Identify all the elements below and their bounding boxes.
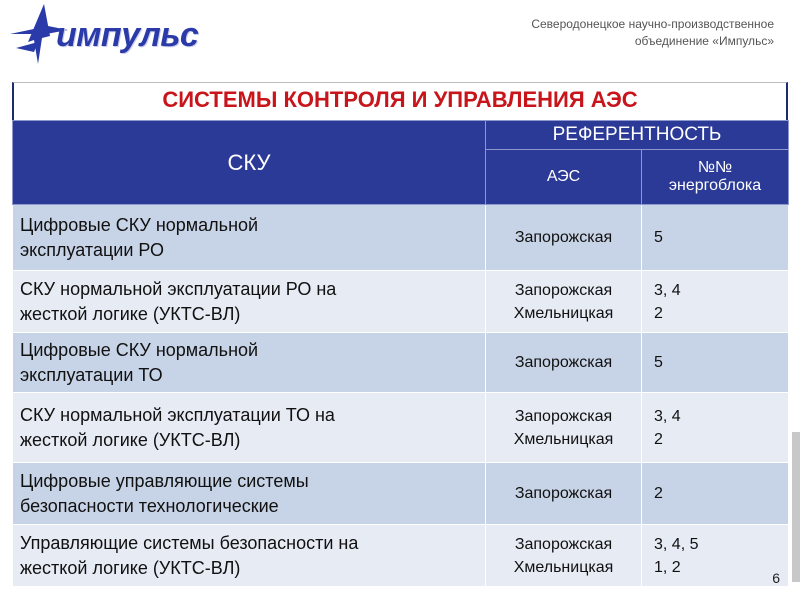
- system-name-cell: [13, 333, 486, 393]
- org-line-2: объединение «Импульс»: [634, 34, 774, 48]
- npp-cell: [486, 205, 642, 271]
- unit-number: 3, 4: [654, 281, 681, 299]
- unit-number: 2: [654, 304, 663, 322]
- system-name-line: Цифровые управляющие системы: [20, 470, 309, 491]
- system-name-line: безопасности технологические: [20, 495, 279, 516]
- npp-name: Хмельницкая: [513, 304, 614, 322]
- unit-number: 1, 2: [654, 558, 681, 576]
- npp-cell: [486, 463, 642, 525]
- npp-cell: [486, 271, 642, 333]
- system-name-line: жесткой логике (УКТС-ВЛ): [20, 303, 241, 324]
- npp-name: Запорожская: [514, 535, 613, 553]
- npp-name: Запорожская: [514, 407, 613, 425]
- system-name-line: эксплуатации ТО: [20, 364, 163, 385]
- systems-table: [12, 120, 789, 587]
- unit-cell: [642, 393, 789, 463]
- unit-cell: [642, 205, 789, 271]
- table-row: [13, 525, 789, 587]
- system-name-line: эксплуатации РО: [20, 239, 165, 260]
- unit-cell: [642, 463, 789, 525]
- npp-name: Хмельницкая: [513, 430, 614, 448]
- system-name-line: СКУ нормальной эксплуатации ТО на: [20, 404, 335, 425]
- system-name-line: Цифровые СКУ нормальной: [20, 339, 259, 360]
- logo-text: импульс: [56, 16, 199, 54]
- system-name-line: СКУ нормальной эксплуатации РО на: [20, 278, 337, 299]
- unit-cell: [642, 525, 789, 587]
- title-frame: [12, 82, 788, 120]
- scroll-edge: [792, 432, 800, 582]
- npp-cell: [486, 333, 642, 393]
- org-line-1: Северодонецкое научно-производственное: [531, 17, 774, 31]
- header-unit-line-1: №№: [697, 159, 733, 176]
- system-name-line: Цифровые СКУ нормальной: [20, 214, 259, 235]
- unit-cell: [642, 271, 789, 333]
- unit-number: 3, 4: [654, 407, 681, 425]
- table-row: [13, 271, 789, 333]
- unit-number: 5: [654, 229, 663, 246]
- system-name-cell: [13, 205, 486, 271]
- npp-name: Запорожская: [514, 354, 613, 371]
- npp-name: Запорожская: [514, 281, 613, 299]
- system-name-line: жесткой логике (УКТС-ВЛ): [20, 557, 241, 578]
- npp-cell: [486, 525, 642, 587]
- table-row: [13, 463, 789, 525]
- npp-name: Хмельницкая: [513, 558, 614, 576]
- unit-cell: [642, 333, 789, 393]
- header-referentnost: РЕФЕРЕНТНОСТЬ: [486, 121, 789, 150]
- page-number: 6: [772, 570, 780, 586]
- unit-number: 2: [654, 485, 663, 502]
- npp-name: Запорожская: [514, 229, 613, 246]
- table-row: [13, 393, 789, 463]
- table-row: [13, 205, 789, 271]
- system-name-line: Управляющие системы безопасности на: [20, 532, 359, 553]
- system-name-cell: [13, 271, 486, 333]
- system-name-cell: [13, 525, 486, 587]
- header-npp: АЭС: [486, 150, 642, 205]
- header-sku: СКУ: [13, 121, 486, 205]
- system-name-cell: [13, 393, 486, 463]
- header-unit: [642, 150, 789, 205]
- unit-number: 2: [654, 430, 663, 448]
- npp-name: Запорожская: [514, 485, 613, 502]
- npp-cell: [486, 393, 642, 463]
- unit-number: 3, 4, 5: [654, 535, 699, 553]
- table-row: [13, 333, 789, 393]
- system-name-line: жесткой логике (УКТС-ВЛ): [20, 429, 241, 450]
- company-logo: [8, 4, 228, 78]
- unit-number: 5: [654, 354, 663, 371]
- page-title: СИСТЕМЫ КОНТРОЛЯ И УПРАВЛЕНИЯ АЭС: [162, 87, 638, 112]
- organization-name: [444, 16, 774, 50]
- system-name-cell: [13, 463, 486, 525]
- header-unit-line-2: энергоблока: [668, 177, 762, 194]
